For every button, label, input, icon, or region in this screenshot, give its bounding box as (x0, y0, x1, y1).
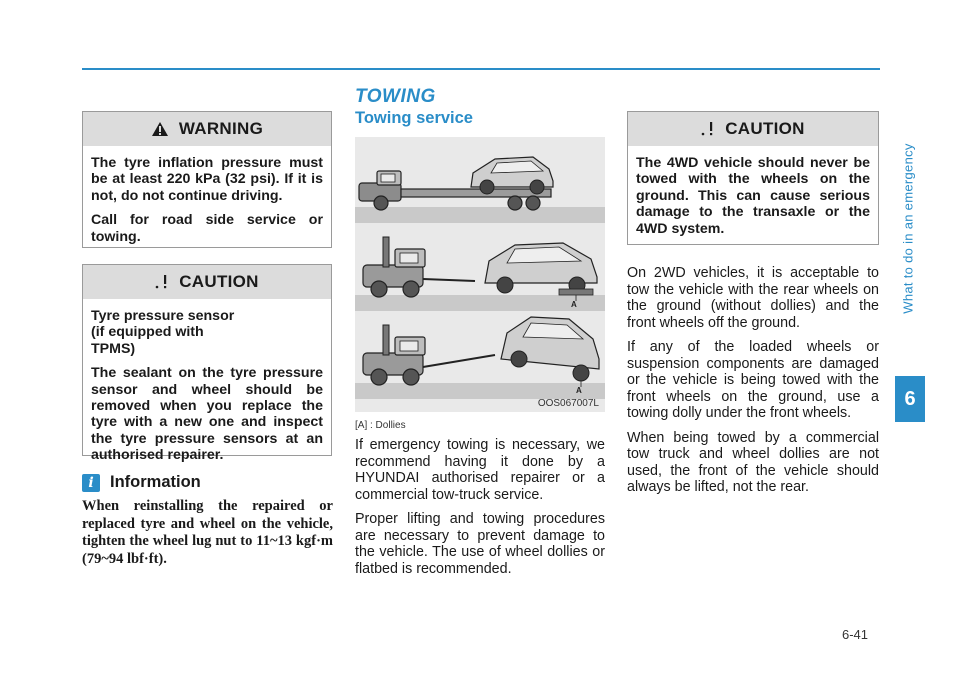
caution-paragraph: The 4WD vehicle should never be towed with the wheels on the ground. This can cause serious damage to the transaxle or the 4WD system. (636, 155, 870, 237)
warning-header (83, 112, 331, 146)
figure-caption: [A] : Dollies (355, 420, 406, 431)
caution-exclamation-icon (701, 120, 715, 138)
caution-box-tpms (82, 264, 332, 464)
body-paragraph: Proper lifting and towing procedures are necessary to prevent damage to the vehicle. The use of wheel dollies or flatbed is recommended. (355, 511, 605, 577)
warning-paragraph: The tyre inflation pressure must be at least 220 kPa (32 psi). If it is not, do not continue driving. (91, 155, 323, 204)
warning-body (83, 146, 331, 251)
caution-box-4wd (627, 111, 879, 245)
caution-body (83, 299, 331, 470)
caution-paragraph: The sealant on the tyre pressure sensor and wheel should be removed when you replace the tyre with a new one and inspect the tyre pressure sensors at an authorised repairer. (91, 365, 323, 464)
header-rule (82, 68, 880, 70)
caution-subtitle: Tyre pressure sensor (if equipped with TPMS) (91, 308, 235, 357)
chapter-side-label: What to do in an emergency (900, 142, 916, 314)
towing-illustration (355, 137, 605, 412)
info-icon: i (82, 474, 100, 492)
figure-code: OOS067007L (537, 398, 599, 409)
page-number: 6-41 (842, 627, 869, 642)
body-paragraph: On 2WD vehicles, it is acceptable to tow the vehicle with the rear wheels on the ground (without dollies) and the front wheels off the ground. (627, 265, 879, 331)
body-paragraph: If emergency towing is necessary, we recommend having it done by a HYUNDAI authorised repairer or a commercial tow-truck service. (355, 437, 605, 503)
information-title: Information (110, 473, 201, 491)
towing-service-text (355, 437, 605, 585)
caution-body (628, 146, 878, 243)
towing-trucks-image (355, 137, 605, 412)
warning-paragraph: Call for road side service or towing. (91, 212, 323, 245)
warning-title: WARNING (178, 119, 264, 138)
information-body: When reinstalling the repaired or replaced tyre and wheel on the vehicle, tighten the wheel lug nut to 11~13 kgf·m (79~94 lbf·ft). (82, 498, 333, 567)
body-paragraph: If any of the loaded wheels or suspension components are damaged or the vehicle is being towed with the front wheels on the ground, use a towing dolly under the front wheels. (627, 339, 879, 421)
caution-header (628, 112, 878, 146)
information-heading (82, 473, 201, 492)
caution-title: CAUTION (725, 119, 805, 138)
flatbed-truck-illustration (359, 157, 553, 210)
warning-box (82, 111, 332, 248)
body-paragraph: When being towed by a commercial tow truck and wheel dollies are not used, the front of the vehicle should always be lifted, not the rear. (627, 429, 879, 495)
caution-header (83, 265, 331, 299)
towing-guidance-text (627, 265, 879, 504)
section-title: TOWING (355, 86, 436, 107)
caution-exclamation-icon (155, 273, 169, 291)
chapter-number-tab[interactable]: 6 (895, 376, 925, 422)
warning-triangle-icon (151, 121, 169, 137)
caution-title: CAUTION (179, 272, 259, 291)
dolly-label-a: A (571, 300, 577, 309)
dolly-label-a: A (576, 386, 582, 395)
towing-service-subtitle: Towing service (355, 109, 473, 127)
